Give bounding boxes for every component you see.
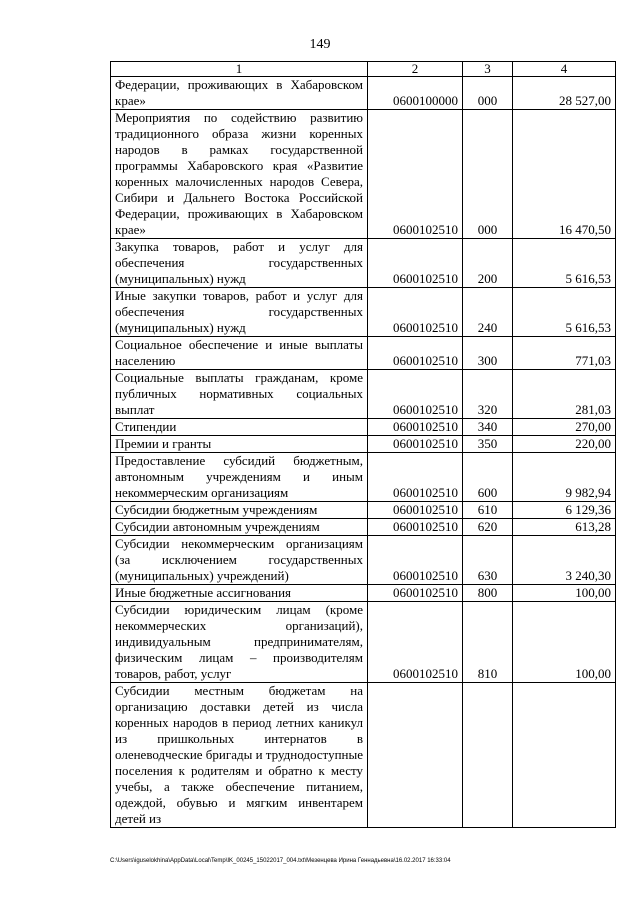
table-row: [111, 602, 616, 683]
table-row: [111, 585, 616, 602]
table-row: [111, 453, 616, 502]
row-kind: 000: [463, 77, 513, 110]
table-row: [111, 239, 616, 288]
table-row: [111, 436, 616, 453]
row-amount: 5 616,53: [513, 239, 616, 288]
row-kind: 630: [463, 536, 513, 585]
table-row: [111, 337, 616, 370]
table-header-row: [111, 62, 616, 77]
row-code: 0600100000: [368, 77, 463, 110]
row-kind: 320: [463, 370, 513, 419]
table-row: [111, 419, 616, 436]
row-name: Федерации, проживающих в Хабаровском крае»: [111, 77, 368, 110]
table-row: [111, 110, 616, 239]
row-amount: 16 470,50: [513, 110, 616, 239]
row-code: [368, 683, 463, 828]
row-name: Социальное обеспечение и иные выплаты населению: [111, 337, 368, 370]
column-header: 1: [111, 62, 368, 77]
row-kind: 240: [463, 288, 513, 337]
row-name: Закупка товаров, работ и услуг для обеспечения государственных (муниципальных) нужд: [111, 239, 368, 288]
row-amount: 220,00: [513, 436, 616, 453]
row-code: 0600102510: [368, 536, 463, 585]
row-amount: 28 527,00: [513, 77, 616, 110]
page-number: 149: [309, 37, 331, 52]
budget-table: [110, 61, 616, 828]
row-amount: 9 982,94: [513, 453, 616, 502]
row-amount: 3 240,30: [513, 536, 616, 585]
table-row: [111, 502, 616, 519]
row-name: Субсидии автономным учреждениям: [111, 519, 368, 536]
row-amount: 100,00: [513, 585, 616, 602]
row-kind: 600: [463, 453, 513, 502]
row-code: 0600102510: [368, 519, 463, 536]
row-name: Премии и гранты: [111, 436, 368, 453]
row-code: 0600102510: [368, 288, 463, 337]
row-amount: 270,00: [513, 419, 616, 436]
document-footer-path: C:\Users\iguselokhina\AppData\Local\Temp\IK_00245_15022017_004.txt\Мезенцева Ирина Геннадьевна\16.02.2017 16:33:04: [110, 858, 451, 864]
row-kind: 610: [463, 502, 513, 519]
row-code: 0600102510: [368, 602, 463, 683]
row-name: Субсидии местным бюджетам на организацию доставки детей из числа коренных народов в период летних каникул из пришкольных интернатов в оленеводческие бригады и труднодоступные поселения к родителям и обратно к месту учебы, а также обеспечение питанием, одеждой, обувью и мягким инвентарем детей из: [111, 683, 368, 828]
row-amount: 281,03: [513, 370, 616, 419]
row-amount: 771,03: [513, 337, 616, 370]
column-header: 3: [463, 62, 513, 77]
row-code: 0600102510: [368, 337, 463, 370]
row-name: Предоставление субсидий бюджетным, автономным учреждениям и иным некоммерческим организациям: [111, 453, 368, 502]
row-kind: 620: [463, 519, 513, 536]
row-name: Субсидии бюджетным учреждениям: [111, 502, 368, 519]
row-code: 0600102510: [368, 453, 463, 502]
row-name: Субсидии юридическим лицам (кроме некоммерческих организаций), индивидуальным предпринимателям, физическим лицам – производителям товаров, работ, услуг: [111, 602, 368, 683]
row-amount: 100,00: [513, 602, 616, 683]
column-header: 4: [513, 62, 616, 77]
table-row: [111, 288, 616, 337]
row-kind: 350: [463, 436, 513, 453]
row-code: 0600102510: [368, 110, 463, 239]
row-kind: 000: [463, 110, 513, 239]
row-code: 0600102510: [368, 419, 463, 436]
row-kind: [463, 683, 513, 828]
column-header: 2: [368, 62, 463, 77]
table-row: [111, 536, 616, 585]
row-name: Стипендии: [111, 419, 368, 436]
row-name: Иные бюджетные ассигнования: [111, 585, 368, 602]
row-amount: 6 129,36: [513, 502, 616, 519]
row-kind: 200: [463, 239, 513, 288]
row-code: 0600102510: [368, 436, 463, 453]
table-row: [111, 77, 616, 110]
row-code: 0600102510: [368, 502, 463, 519]
row-amount: 613,28: [513, 519, 616, 536]
row-name: Мероприятия по содействию развитию традиционного образа жизни коренных народов в рамках государственной программы Хабаровского края «Развитие коренных малочисленных народов Севера, Сибири и Дальнего Востока Российской Федерации, проживающих в Хабаровском крае»: [111, 110, 368, 239]
row-code: 0600102510: [368, 239, 463, 288]
row-amount: 5 616,53: [513, 288, 616, 337]
row-kind: 300: [463, 337, 513, 370]
row-name: Иные закупки товаров, работ и услуг для обеспечения государственных (муниципальных) нужд: [111, 288, 368, 337]
row-code: 0600102510: [368, 585, 463, 602]
row-name: Социальные выплаты гражданам, кроме публичных нормативных социальных выплат: [111, 370, 368, 419]
row-amount: [513, 683, 616, 828]
row-kind: 340: [463, 419, 513, 436]
table-row: [111, 519, 616, 536]
table-row: [111, 683, 616, 828]
row-code: 0600102510: [368, 370, 463, 419]
table-row: [111, 370, 616, 419]
row-kind: 800: [463, 585, 513, 602]
row-kind: 810: [463, 602, 513, 683]
row-name: Субсидии некоммерческим организациям (за исключением государственных (муниципальных) учреждений): [111, 536, 368, 585]
